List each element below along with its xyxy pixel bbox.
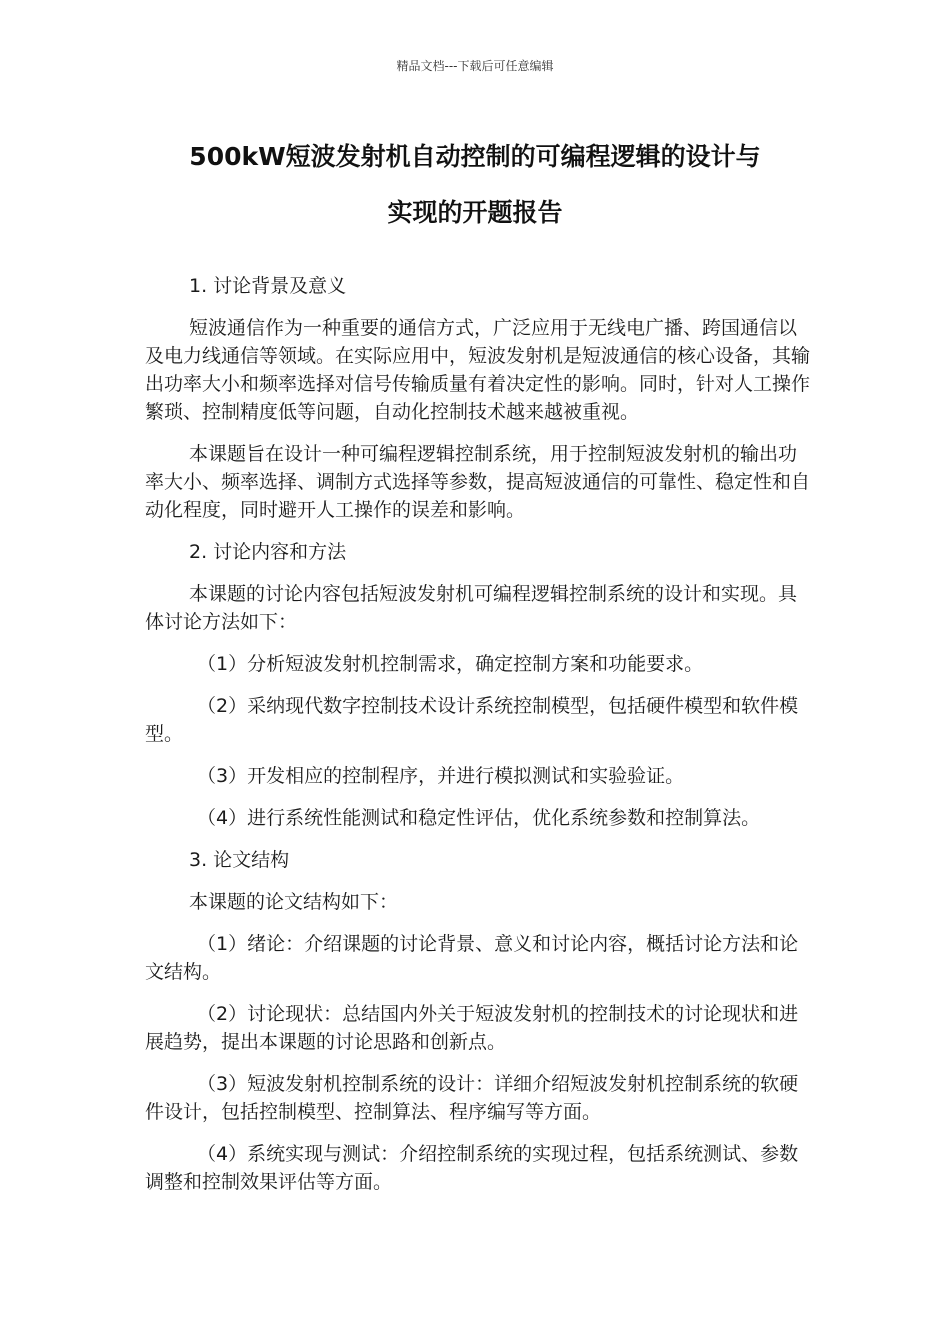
section-3-list-item: （4）系统实现与测试：介绍控制系统的实现过程，包括系统测试、参数调整和控制效果评估等方面。 xyxy=(145,1143,799,1193)
section-1-paragraph-2: 本课题旨在设计一种可编程逻辑控制系统，用于控制短波发射机的输出功率大小、频率选择、调制方式选择等参数，提高短波通信的可靠性、稳定性和自动化程度，同时避开人工操作的误差和影响。 xyxy=(145,443,811,521)
section-2-list-item: （3）开发相应的控制程序，并进行模拟测试和实验验证。 xyxy=(197,765,685,787)
section-2-intro: 本课题的讨论内容包括短波发射机可编程逻辑控制系统的设计和实现。具体讨论方法如下： xyxy=(145,583,798,633)
section-3-list-item: （1）绪论：介绍课题的讨论背景、意义和讨论内容，概括讨论方法和论文结构。 xyxy=(145,933,799,983)
section-1-paragraph-1: 短波通信作为一种重要的通信方式，广泛应用于无线电广播、跨国通信以及电力线通信等领域。在实际应用中，短波发射机是短波通信的核心设备，其输出功率大小和频率选择对信号传输质量有着决定性的影响。同时，针对人工操作繁琐、控制精度低等问题，自动化控制技术越来越被重视。 xyxy=(145,317,811,423)
section-2-heading: 2. 讨论内容和方法 xyxy=(189,541,347,563)
section-3-list-item: （2）讨论现状：总结国内外关于短波发射机的控制技术的讨论现状和进展趋势，提出本课题的讨论思路和创新点。 xyxy=(145,1003,799,1053)
document-title-line-2: 实现的开题报告 xyxy=(387,198,563,227)
section-3-heading: 3. 论文结构 xyxy=(189,849,290,871)
document-title-line-1: 500kW短波发射机自动控制的可编程逻辑的设计与 xyxy=(189,142,761,171)
section-2-list-item: （2）采纳现代数字控制技术设计系统控制模型，包括硬件模型和软件模型。 xyxy=(145,695,799,745)
section-2-list-item: （1）分析短波发射机控制需求，确定控制方案和功能要求。 xyxy=(197,653,704,675)
page-header-watermark: 精品文档---下载后可任意编辑 xyxy=(396,59,554,73)
section-2-list-item: （4）进行系统性能测试和稳定性评估，优化系统参数和控制算法。 xyxy=(197,807,761,829)
section-1-heading: 1. 讨论背景及意义 xyxy=(189,275,347,297)
section-3-intro: 本课题的论文结构如下： xyxy=(189,891,399,913)
document-body xyxy=(145,272,810,1210)
section-3-list-item: （3）短波发射机控制系统的设计：详细介绍短波发射机控制系统的软硬件设计，包括控制模型、控制算法、程序编写等方面。 xyxy=(145,1073,799,1123)
